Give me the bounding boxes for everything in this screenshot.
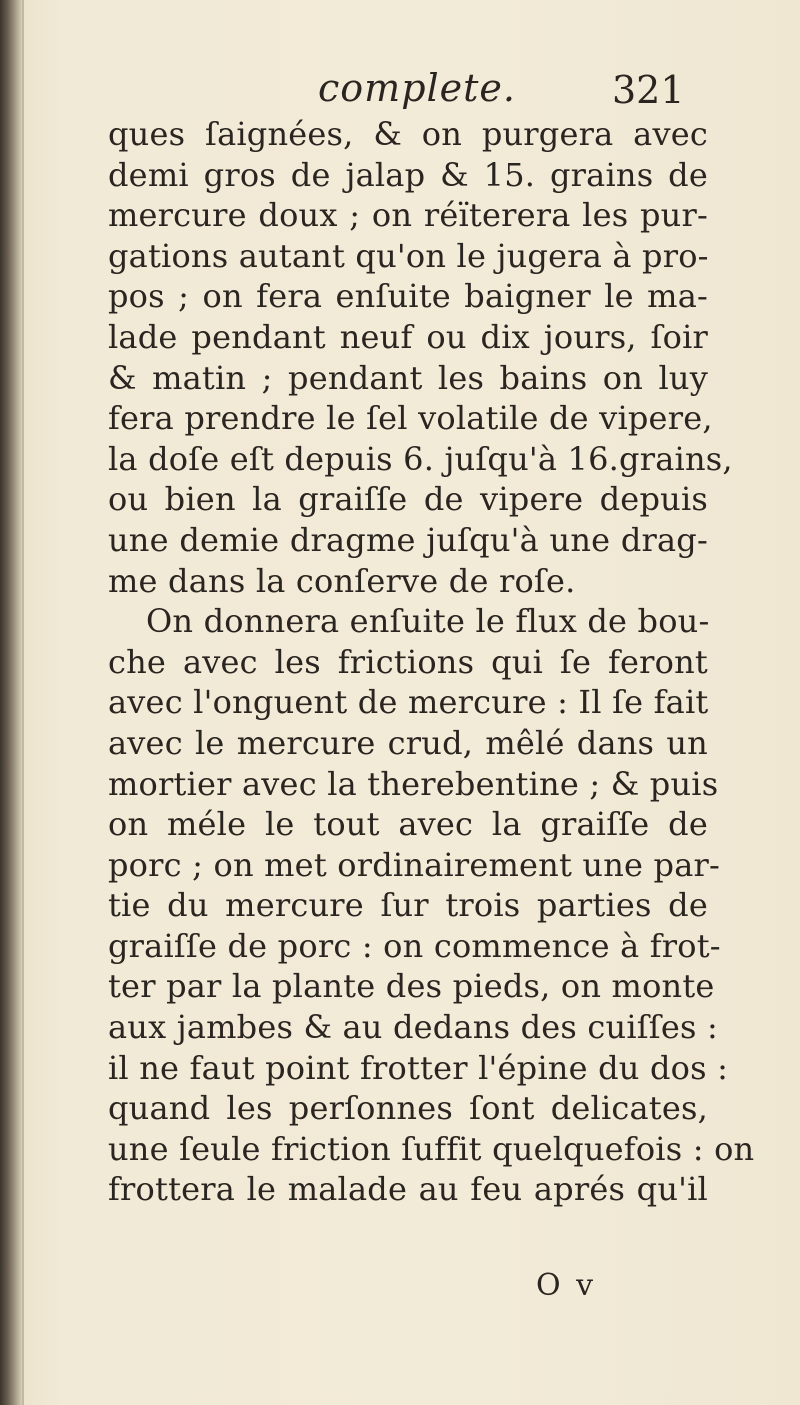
text-line: une ſeule friction ſuffit quelquefois : on	[108, 1129, 755, 1168]
text-line: mortier avec la therebentine ; & puis	[108, 764, 719, 803]
paragraph-2	[108, 601, 755, 1210]
text-line: une demie dragme juſqu'à une drag-	[108, 520, 708, 559]
text-line: il ne faut point frotter l'épine du dos :	[108, 1048, 729, 1087]
text-line: aux jambes & au dedans des cuiſſes :	[108, 1008, 718, 1047]
text-line: On donnera enſuite le flux de bou-	[146, 602, 710, 641]
text-line: pos ; on fera enſuite baigner le ma-	[108, 277, 708, 316]
text-line: avec l'onguent de mercure : Il ſe fait	[108, 683, 709, 722]
text-line: & matin ; pendant les bains on luy	[108, 358, 708, 397]
text-line: lade pendant neuf ou dix jours, ſoir	[108, 317, 708, 356]
text-line: frottera le malade au feu aprés qu'il	[108, 1170, 708, 1209]
text-line: fera prendre le ſel volatile de vipere,	[108, 399, 713, 438]
text-line: che avec les frictions qui ſe feront	[108, 642, 708, 681]
body-text	[108, 114, 755, 1210]
text-line: demi gros de jalap & 15. grains de	[108, 155, 708, 194]
paragraph-1	[108, 114, 733, 601]
page-header	[0, 66, 800, 116]
text-line: mercure doux ; on réïterera les pur-	[108, 196, 708, 235]
text-line: la doſe eſt depuis 6. juſqu'à 16.grains,	[108, 439, 733, 478]
page-number: 321	[612, 68, 685, 112]
text-line: gations autant qu'on le jugera à pro-	[108, 236, 709, 275]
text-line: ou bien la graiſſe de vipere depuis	[108, 480, 708, 519]
text-line: ter par la plante des pieds, on monte	[108, 967, 715, 1006]
signature-mark: O v	[536, 1268, 597, 1303]
text-line: porc ; on met ordinairement une par-	[108, 845, 721, 884]
running-title: complete.	[318, 66, 516, 110]
text-line: graiſſe de porc : on commence à frot-	[108, 926, 721, 965]
text-line: me dans la conſerve de roſe.	[108, 561, 576, 600]
gutter-shadow	[22, 0, 24, 1405]
text-line: on méle le tout avec la graiſſe de	[108, 805, 708, 844]
text-line: tie du mercure ſur trois parties de	[108, 886, 708, 925]
binding-gutter	[0, 0, 22, 1405]
text-line: quand les perſonnes ſont delicates,	[108, 1089, 708, 1128]
text-line: ques ſaignées, & on purgera avec	[108, 115, 708, 153]
text-line: avec le mercure crud, mêlé dans un	[108, 723, 708, 762]
